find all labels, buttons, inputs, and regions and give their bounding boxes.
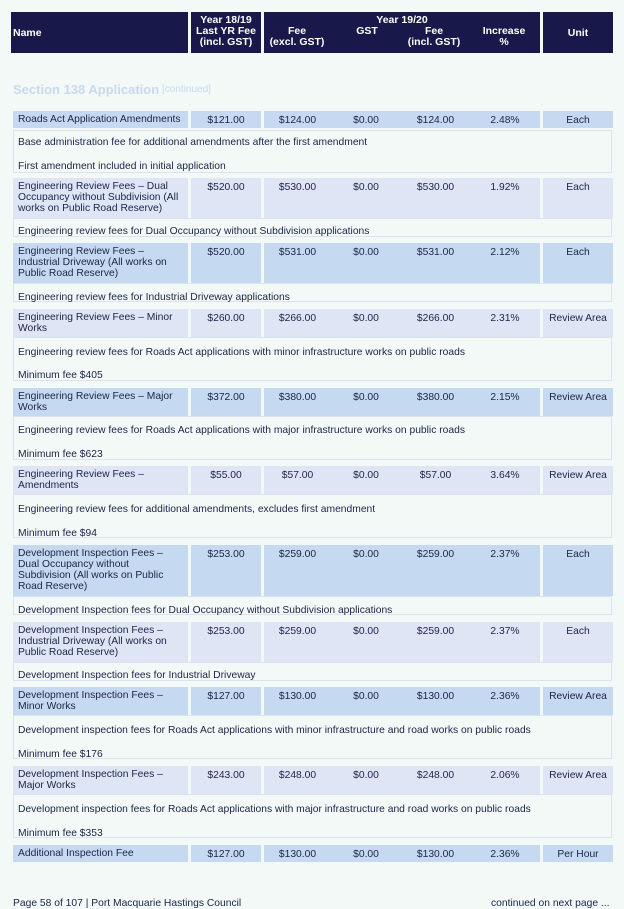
row-description <box>13 494 612 538</box>
fee-incl-gst: $380.00 <box>401 388 470 416</box>
unit: Review Area <box>543 388 613 416</box>
header-last-yr-fee: Last YR Fee <box>196 25 256 37</box>
last-year-fee: $127.00 <box>191 845 261 862</box>
header-increase-pct: % <box>499 36 509 48</box>
header-name: Name <box>13 27 42 39</box>
header-name-cell <box>11 12 188 53</box>
gst-amount: $0.00 <box>331 687 401 715</box>
row-description <box>13 337 612 381</box>
section-continued: [continued] <box>162 84 211 95</box>
footer-continued: continued on next page ... <box>491 898 610 909</box>
unit: Review Area <box>543 466 613 494</box>
fee-excl-gst: $259.00 <box>264 622 331 662</box>
row-description <box>13 794 612 838</box>
fee-excl-gst: $530.00 <box>264 178 331 218</box>
description-text: Engineering review fees for Roads Act applications with major infrastructure works on public roads <box>18 425 465 436</box>
description-text: Development inspection fees for Roads Act applications with minor infrastructure and road works on public roads <box>18 725 531 736</box>
footer-page: Page 58 of 107 | Port Macquarie Hastings Council <box>13 898 242 909</box>
fee-incl-gst: $531.00 <box>401 243 470 283</box>
fee-incl-gst: $248.00 <box>401 766 470 794</box>
increase-percent: 2.31% <box>470 309 540 337</box>
last-year-fee: $121.00 <box>191 111 261 128</box>
row-name: Engineering Review Fees – Amendments <box>13 466 188 494</box>
last-year-fee: $127.00 <box>191 687 261 715</box>
header-year-1819: Year 18/19 <box>200 14 252 26</box>
description-text: Engineering review fees for Industrial Driveway applications <box>18 292 290 303</box>
fee-excl-gst: $259.00 <box>264 545 331 596</box>
description-text: Development Inspection fees for Dual Occupancy without Subdivision applications <box>18 605 393 616</box>
unit: Each <box>543 111 613 128</box>
header-fee-excl-gst: (excl. GST) <box>269 36 325 48</box>
row-name: Additional Inspection Fee <box>13 845 188 862</box>
increase-percent: 2.48% <box>470 111 540 128</box>
unit: Each <box>543 178 613 218</box>
description-note: Minimum fee $94 <box>18 528 97 539</box>
description-text: Engineering review fees for additional amendments, excludes first amendment <box>18 504 376 515</box>
increase-percent: 3.64% <box>470 466 540 494</box>
increase-percent: 2.36% <box>470 845 540 862</box>
header-last-incl-gst: (incl. GST) <box>199 36 253 48</box>
header-year1920-cell <box>264 12 540 53</box>
gst-amount: $0.00 <box>331 388 401 416</box>
description-note: Minimum fee $353 <box>18 828 103 839</box>
unit: Review Area <box>543 766 613 794</box>
fee-incl-gst: $130.00 <box>401 687 470 715</box>
increase-percent: 1.92% <box>470 178 540 218</box>
description-text: Base administration fee for additional amendments after the first amendment <box>18 137 368 148</box>
increase-percent: 2.06% <box>470 766 540 794</box>
gst-amount: $0.00 <box>331 622 401 662</box>
row-description <box>13 218 612 237</box>
last-year-fee: $520.00 <box>191 243 261 283</box>
unit: Each <box>543 622 613 662</box>
row-description <box>13 596 612 615</box>
row-name: Development Inspection Fees – Industrial Driveway (All works on Public Road Reserve) <box>13 622 188 662</box>
row-name: Engineering Review Fees – Dual Occupancy without Subdivision (All works on Public Road Reserve) <box>13 178 188 218</box>
row-description <box>13 662 612 681</box>
row-name: Development Inspection Fees – Major Works <box>13 766 188 794</box>
last-year-fee: $243.00 <box>191 766 261 794</box>
header-unit: Unit <box>567 27 589 39</box>
description-note: Minimum fee $623 <box>18 449 103 460</box>
gst-amount: $0.00 <box>331 111 401 128</box>
row-description <box>13 416 612 460</box>
row-name: Development Inspection Fees – Minor Works <box>13 687 188 715</box>
fee-excl-gst: $248.00 <box>264 766 331 794</box>
header-increase: Increase <box>482 25 526 37</box>
last-year-fee: $253.00 <box>191 622 261 662</box>
last-year-fee: $520.00 <box>191 178 261 218</box>
last-year-fee: $372.00 <box>191 388 261 416</box>
row-name: Engineering Review Fees – Major Works <box>13 388 188 416</box>
gst-amount: $0.00 <box>331 545 401 596</box>
description-note: First amendment included in initial application <box>18 161 226 172</box>
unit: Each <box>543 545 613 596</box>
unit: Per Hour <box>543 845 613 862</box>
fee-excl-gst: $531.00 <box>264 243 331 283</box>
last-year-fee: $253.00 <box>191 545 261 596</box>
description-note: Minimum fee $176 <box>18 749 103 760</box>
gst-amount: $0.00 <box>331 766 401 794</box>
header-unit-cell <box>543 12 613 53</box>
description-text: Engineering review fees for Dual Occupancy without Subdivision applications <box>18 226 370 237</box>
fee-excl-gst: $57.00 <box>264 466 331 494</box>
description-text: Development inspection fees for Roads Act applications with major infrastructure and road works on public roads <box>18 804 531 815</box>
header-year-1920: Year 19/20 <box>376 14 428 26</box>
description-note: Minimum fee $405 <box>18 370 103 381</box>
fee-incl-gst: $266.00 <box>401 309 470 337</box>
description-text: Engineering review fees for Roads Act applications with minor infrastructure works on public roads <box>18 347 465 358</box>
unit: Review Area <box>543 309 613 337</box>
increase-percent: 2.15% <box>470 388 540 416</box>
fee-excl-gst: $130.00 <box>264 845 331 862</box>
gst-amount: $0.00 <box>331 309 401 337</box>
header-gst: GST <box>356 25 378 37</box>
row-name: Engineering Review Fees – Industrial Driveway (All works on Public Road Reserve) <box>13 243 188 283</box>
unit: Each <box>543 243 613 283</box>
fee-incl-gst: $259.00 <box>401 545 470 596</box>
fee-excl-gst: $266.00 <box>264 309 331 337</box>
section-title: Section 138 Application <box>13 82 160 97</box>
last-year-fee: $260.00 <box>191 309 261 337</box>
gst-amount: $0.00 <box>331 466 401 494</box>
row-description <box>13 715 612 759</box>
row-name: Development Inspection Fees – Dual Occupancy without Subdivision (All works on Public Road Reserve) <box>13 545 188 596</box>
header-fee-excl: Fee <box>287 25 307 37</box>
fee-excl-gst: $130.00 <box>264 687 331 715</box>
header-last-year-cell <box>191 12 261 53</box>
fee-excl-gst: $124.00 <box>264 111 331 128</box>
increase-percent: 2.36% <box>470 687 540 715</box>
fee-incl-gst: $57.00 <box>401 466 470 494</box>
row-description <box>13 130 612 173</box>
row-name: Roads Act Application Amendments <box>13 111 188 128</box>
description-text: Development Inspection fees for Industrial Driveway <box>18 670 256 681</box>
increase-percent: 2.37% <box>470 545 540 596</box>
row-description <box>13 283 612 302</box>
header-fee-incl-gst: (incl. GST) <box>407 36 461 48</box>
increase-percent: 2.37% <box>470 622 540 662</box>
fee-excl-gst: $380.00 <box>264 388 331 416</box>
unit: Review Area <box>543 687 613 715</box>
row-name: Engineering Review Fees – Minor Works <box>13 309 188 337</box>
gst-amount: $0.00 <box>331 178 401 218</box>
fee-incl-gst: $530.00 <box>401 178 470 218</box>
increase-percent: 2.12% <box>470 243 540 283</box>
fee-incl-gst: $124.00 <box>401 111 470 128</box>
fee-incl-gst: $259.00 <box>401 622 470 662</box>
fee-incl-gst: $130.00 <box>401 845 470 862</box>
gst-amount: $0.00 <box>331 845 401 862</box>
last-year-fee: $55.00 <box>191 466 261 494</box>
gst-amount: $0.00 <box>331 243 401 283</box>
header-fee-incl: Fee <box>424 25 444 37</box>
